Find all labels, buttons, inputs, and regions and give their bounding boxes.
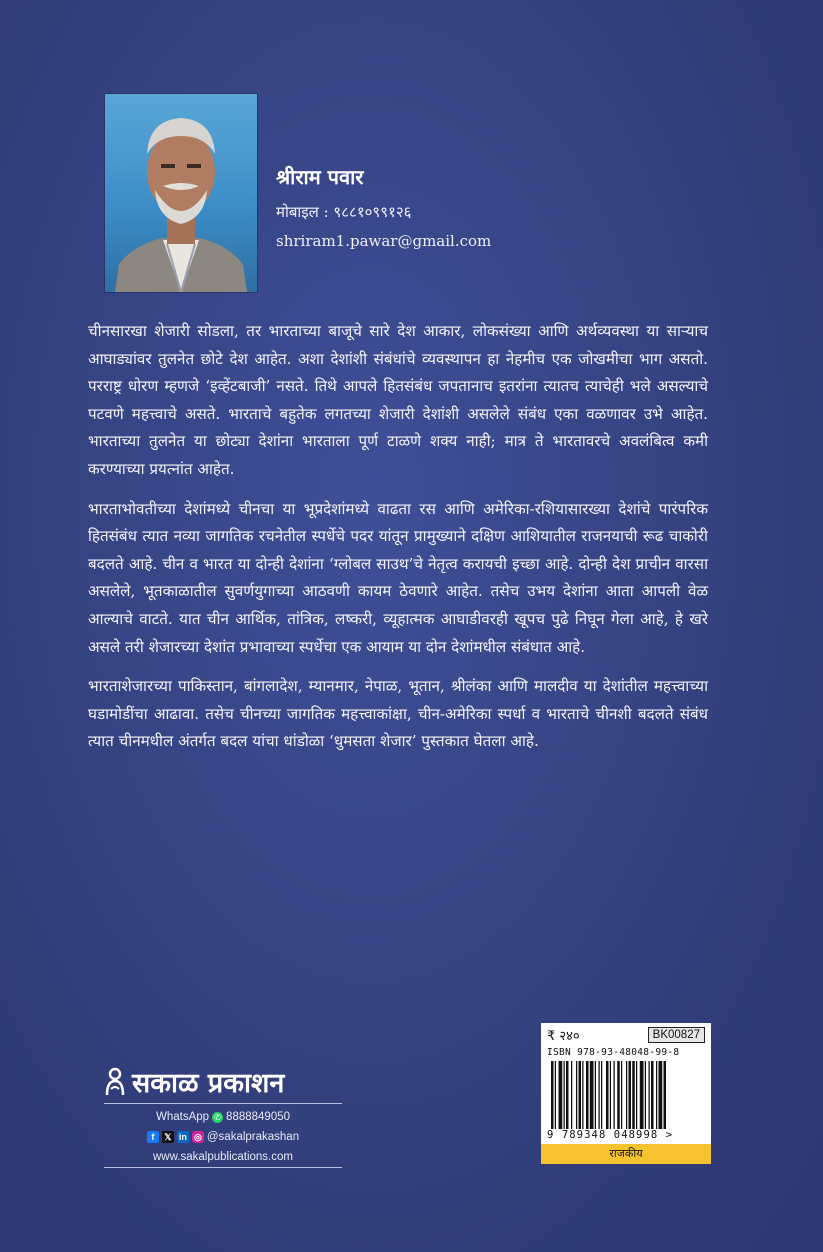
linkedin-icon[interactable]: in bbox=[178, 1132, 187, 1142]
barcode-bar bbox=[626, 1061, 627, 1129]
x-icon[interactable]: 𝕏 bbox=[162, 1131, 174, 1143]
facebook-icon[interactable]: f bbox=[147, 1131, 159, 1143]
barcode-bar bbox=[651, 1061, 654, 1129]
publisher-mark-icon bbox=[104, 1067, 126, 1097]
website-link[interactable]: www.sakalpublications.com bbox=[153, 1151, 293, 1163]
barcode-bar bbox=[601, 1061, 602, 1129]
barcode-panel bbox=[541, 1023, 711, 1164]
barcode-bar bbox=[659, 1061, 663, 1129]
barcode-bar bbox=[656, 1061, 657, 1129]
whatsapp-row bbox=[104, 1107, 342, 1127]
website-row bbox=[104, 1147, 342, 1167]
instagram-icon[interactable]: ◎ bbox=[192, 1131, 204, 1143]
barcode-bar bbox=[559, 1061, 563, 1129]
barcode-bar bbox=[606, 1061, 609, 1129]
barcode-bar bbox=[636, 1061, 637, 1129]
whatsapp-label: WhatsApp bbox=[155, 1111, 210, 1123]
book-code: BK00827 bbox=[648, 1027, 705, 1043]
publisher-logo bbox=[104, 1063, 284, 1100]
barcode-bars bbox=[551, 1061, 701, 1129]
book-blurb bbox=[88, 318, 708, 768]
divider bbox=[104, 1167, 342, 1168]
isbn: ISBN 978-93-48048-99-8 bbox=[547, 1047, 680, 1058]
author-photo bbox=[104, 93, 258, 293]
barcode-bar bbox=[586, 1061, 589, 1129]
barcode-bar bbox=[579, 1061, 582, 1129]
barcode-bar bbox=[617, 1061, 620, 1129]
social-row bbox=[104, 1127, 342, 1147]
author-mobile: मोबाइल : ९८८१०९९१२६ bbox=[276, 203, 412, 221]
divider bbox=[104, 1103, 342, 1104]
barcode-digits: 9 789348 048998 > bbox=[547, 1129, 674, 1141]
barcode-bar bbox=[599, 1061, 600, 1129]
publisher-name: सकाळ प्रकाशन bbox=[132, 1068, 285, 1099]
barcode-bar bbox=[595, 1061, 596, 1129]
barcode-bar bbox=[621, 1061, 622, 1129]
author-email: shriram1.pawar@gmail.com bbox=[276, 232, 492, 250]
whatsapp-number: 8888849050 bbox=[226, 1111, 291, 1123]
barcode-bar bbox=[632, 1061, 635, 1129]
barcode-bar bbox=[571, 1061, 572, 1129]
barcode-bar bbox=[645, 1061, 646, 1129]
barcode-bar bbox=[640, 1061, 644, 1129]
author-name: श्रीराम पवार bbox=[276, 165, 364, 189]
barcode-bar bbox=[664, 1061, 667, 1129]
barcode-bar bbox=[564, 1061, 565, 1129]
barcode-bar bbox=[582, 1061, 583, 1129]
barcode-bar bbox=[551, 1061, 554, 1129]
whatsapp-icon: ✆ bbox=[212, 1112, 223, 1123]
barcode-bar bbox=[566, 1061, 569, 1129]
barcode-bar bbox=[649, 1061, 650, 1129]
barcode-bar bbox=[610, 1061, 611, 1129]
barcode-bar bbox=[629, 1061, 632, 1129]
price: ₹ २४० bbox=[547, 1029, 580, 1044]
blurb-paragraph: भारताभोवतीच्या देशांमध्ये चीनचा या भूप्रदेशांमध्ये वाढता रस आणि अमेरिका-रशियासारख्या देशांचे पारंपरिक हितसंबंध त्यात नव्या जागतिक रचनेतील स्पर्धेचे पदर यांतून प्रामुख्याने दक्षिण आशियातील राजनयाची रूढ चाकोरी बदलते आहे. चीन व भारत या दोन्ही देशांना ‘ग्लोबल साउथ’चे नेतृत्व करायची इच्छा आहे. दोन्ही देश प्राचीन वारसा असलेले, भूतकाळातील सुवर्णयुगाच्या आठवणी कायम ठेवणारे आहेत. तसेच उभय देशांना आता आपली वेळ आल्याचे वाटते. यात चीन आर्थिक, तांत्रिक, लष्करी, व्यूहात्मक आघाडीवरही खूपच पुढे निघून गेला आहे, हे खरे असले तरी शेजारच्या देशांत प्रभावाच्या स्पर्धेचा एक आयाम या दोन देशांमधील संबंधात आहे. bbox=[88, 499, 708, 656]
social-handle[interactable]: @sakalprakashan bbox=[206, 1131, 300, 1143]
barcode-bar bbox=[576, 1061, 577, 1129]
publisher-contacts bbox=[104, 1107, 342, 1167]
genre-label: राजकीय bbox=[541, 1144, 711, 1164]
barcode-bar bbox=[614, 1061, 615, 1129]
barcode-bar bbox=[590, 1061, 594, 1129]
barcode-bar bbox=[555, 1061, 556, 1129]
blurb-paragraph: चीनसारखा शेजारी सोडला, तर भारताच्या बाजूचे सारे देश आकार, लोकसंख्या आणि अर्थव्यवस्था या साऱ्याच आघाड्यांवर तुलनेत छोटे देश आहेत. अशा देशांशी संबंधांचे व्यवस्थापन हा नेहमीच एक जोखमीचा भाग असतो. परराष्ट्र धोरण म्हणजे ‘इव्हेंटबाजी’ नसते. तिथे आपले हितसंबंध जपतानाच इतरांना त्यातच त्याचेही भले असल्याचे पटवणे महत्त्वाचे असते. भारताचे बहुतेक लगतच्या शेजारी देशांशी असलेले संबंध एका वळणावर उभे आहेत. भारताच्या तुलनेत या छोट्या देशांना भारताला पूर्ण टाळणे शक्य नाही; मात्र ते भारतावरचे अवलंबित्व कमी करण्याच्या प्रयत्नांत आहेत. bbox=[88, 322, 708, 478]
blurb-paragraph: भारताशेजारच्या पाकिस्तान, बांगलादेश, म्यानमार, नेपाळ, भूतान, श्रीलंका आणि मालदीव या देशांतील महत्त्वाच्या घडामोडींचा आढावा. तसेच चीनच्या जागतिक महत्त्वाकांक्षा, चीन-अमेरिका स्पर्धा व भारताचे चीनशी बदलते संबंध त्यात चीनमधील अंतर्गत बदल यांचा धांडोळा ‘धुमसता शेजार’ पुस्तकात घेतला आहे. bbox=[88, 677, 708, 751]
author-info bbox=[276, 163, 491, 260]
